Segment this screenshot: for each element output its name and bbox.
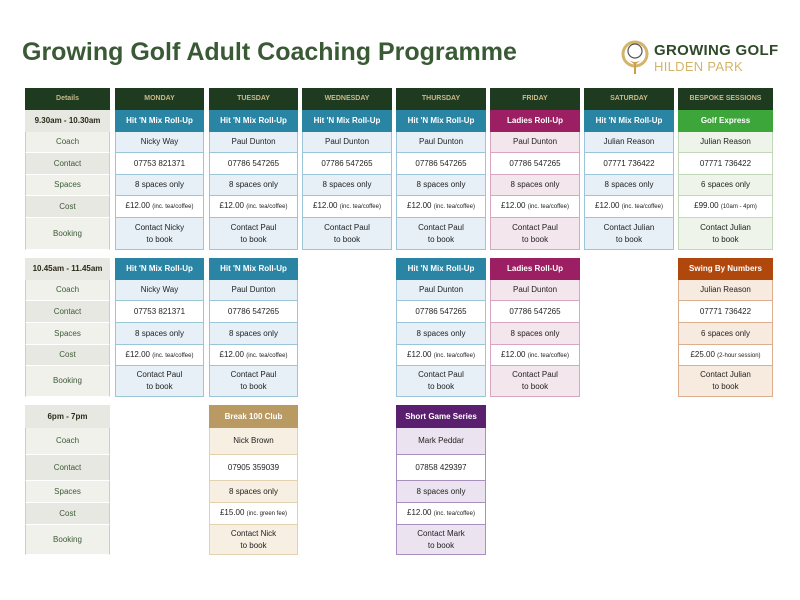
session-booking — [396, 366, 486, 397]
row-label-spaces: Spaces — [25, 481, 110, 503]
session-booking — [396, 525, 486, 555]
session-spaces: 8 spaces only — [209, 481, 298, 503]
session-coach: Paul Dunton — [396, 132, 486, 153]
column-header-wednesday: WEDNESDAY — [302, 88, 392, 110]
session-title: Hit 'N Mix Roll-Up — [396, 258, 486, 280]
booking-text: to book — [712, 382, 739, 391]
session-contact: 07786 547265 — [396, 301, 486, 323]
session-booking — [678, 366, 773, 397]
cost-note: (inc. tea/coffee) — [527, 204, 569, 210]
session-cost — [209, 345, 298, 366]
cost-note: (10am - 4pm) — [720, 204, 757, 210]
session-coach: Paul Dunton — [490, 132, 580, 153]
session-spaces: 8 spaces only — [396, 481, 486, 503]
session-booking — [302, 218, 392, 250]
session-title: Break 100 Club — [209, 405, 298, 428]
session-title: Hit 'N Mix Roll-Up — [209, 110, 298, 132]
session-contact: 07771 736422 — [584, 153, 674, 175]
session-title: Hit 'N Mix Roll-Up — [115, 110, 204, 132]
session-spaces: 8 spaces only — [396, 175, 486, 196]
booking-text: to book — [521, 234, 549, 244]
session-spaces: 8 spaces only — [584, 175, 674, 196]
session-coach: Paul Dunton — [209, 132, 298, 153]
session-booking — [209, 218, 298, 250]
row-label-cost: Cost — [25, 503, 110, 525]
logo-line-2: HILDEN PARK — [654, 59, 744, 74]
cost-text — [500, 201, 570, 212]
row-label-contact: Contact — [25, 455, 110, 481]
session-coach: Julian Reason — [584, 132, 674, 153]
session-spaces: 8 spaces only — [115, 323, 204, 345]
cost-amount: £12.00 — [407, 349, 432, 359]
session-coach: Nicky Way — [115, 132, 204, 153]
session-booking — [115, 218, 204, 250]
booking-text: Contact Julian — [700, 370, 751, 379]
column-header-saturday: SATURDAY — [584, 88, 674, 110]
session-spaces: 6 spaces only — [678, 175, 773, 196]
booking-text: to book — [427, 234, 455, 244]
booking-text: Contact Paul — [418, 370, 464, 379]
cost-amount: £12.00 — [219, 201, 244, 210]
session-title: Swing By Numbers — [678, 258, 773, 280]
cost-note: (inc. tea/coffee) — [246, 204, 288, 210]
session-coach: Julian Reason — [678, 132, 773, 153]
row-label-coach: Coach — [25, 132, 110, 153]
booking-text: to book — [427, 540, 455, 550]
cost-text — [125, 350, 195, 361]
session-booking — [678, 218, 773, 250]
cost-amount: £12.00 — [595, 201, 620, 210]
cost-note: (inc. tea/coffee) — [527, 352, 569, 359]
session-booking — [115, 366, 204, 397]
cost-note: (inc. tea/coffee) — [339, 204, 381, 210]
booking-text: Contact Julian — [603, 222, 655, 232]
cost-note: (inc. tea/coffee) — [433, 204, 475, 210]
booking-text: to book — [240, 540, 267, 550]
row-label-booking: Booking — [25, 525, 110, 555]
cost-text — [693, 201, 758, 212]
cost-text — [689, 350, 761, 361]
session-cost — [490, 196, 580, 218]
cost-note: (inc. tea/coffee) — [152, 352, 194, 359]
session-coach: Paul Dunton — [302, 132, 392, 153]
session-title: Hit 'N Mix Roll-Up — [584, 110, 674, 132]
cost-text — [500, 350, 570, 361]
session-booking — [209, 366, 298, 397]
session-contact: 07786 547265 — [490, 153, 580, 175]
cost-amount: £12.00 — [407, 201, 432, 210]
session-title: Hit 'N Mix Roll-Up — [302, 110, 392, 132]
session-contact: 07786 547265 — [302, 153, 392, 175]
session-coach: Nicky Way — [115, 280, 204, 301]
booking-text: to book — [240, 382, 267, 391]
session-contact: 07786 547265 — [490, 301, 580, 323]
row-label-coach: Coach — [25, 428, 110, 455]
logo-line-1: GROWING GOLF — [654, 42, 779, 59]
session-coach: Paul Dunton — [396, 280, 486, 301]
row-label-contact: Contact — [25, 153, 110, 175]
column-header-bespoke-sessions: BESPOKE SESSIONS — [678, 88, 773, 110]
cost-text — [219, 201, 289, 212]
cost-note: (inc. tea/coffee) — [621, 204, 663, 210]
session-contact: 07753 821371 — [115, 153, 204, 175]
session-title: Hit 'N Mix Roll-Up — [115, 258, 204, 280]
column-header-tuesday: TUESDAY — [209, 88, 298, 110]
session-booking — [490, 218, 580, 250]
session-cost — [396, 196, 486, 218]
time-slot-label: 9.30am - 10.30am — [25, 110, 110, 132]
cost-amount: £99.00 — [694, 201, 719, 210]
session-contact: 07905 359039 — [209, 455, 298, 481]
booking-text: to book — [615, 234, 643, 244]
session-coach: Paul Dunton — [490, 280, 580, 301]
cost-amount: £12.00 — [125, 349, 150, 359]
booking-text: Contact Paul — [230, 222, 277, 232]
column-header-monday: MONDAY — [115, 88, 204, 110]
session-coach: Mark Peddar — [396, 428, 486, 455]
booking-text: Contact Paul — [512, 222, 558, 232]
time-slot-label: 6pm - 7pm — [25, 405, 110, 428]
booking-text: to book — [333, 234, 361, 244]
session-cost — [209, 503, 298, 525]
session-coach: Julian Reason — [678, 280, 773, 301]
time-slot-label: 10.45am - 11.45am — [25, 258, 110, 280]
cost-amount: £15.00 — [219, 508, 245, 517]
cost-note: (inc. tea/coffee) — [152, 204, 194, 210]
session-booking — [490, 366, 580, 397]
session-spaces: 8 spaces only — [490, 323, 580, 345]
booking-text: Contact Mark — [417, 528, 465, 538]
session-spaces: 8 spaces only — [302, 175, 392, 196]
cost-text — [406, 508, 476, 519]
page-title: Growing Golf Adult Coaching Programme — [22, 38, 517, 66]
session-cost — [115, 196, 204, 218]
session-title: Hit 'N Mix Roll-Up — [209, 258, 298, 280]
cost-text — [406, 201, 476, 212]
session-title: Short Game Series — [396, 405, 486, 428]
session-booking — [209, 525, 298, 555]
cost-text — [219, 350, 289, 361]
session-spaces: 8 spaces only — [115, 175, 204, 196]
cost-text — [406, 350, 476, 361]
row-label-cost: Cost — [25, 345, 110, 366]
row-label-cost: Cost — [25, 196, 110, 218]
session-cost — [490, 345, 580, 366]
booking-text: to book — [427, 382, 455, 391]
row-label-booking: Booking — [25, 366, 110, 397]
cost-amount: £12.00 — [219, 349, 244, 359]
cost-amount: £25.00 — [690, 349, 715, 359]
session-cost — [678, 345, 773, 366]
session-contact: 07771 736422 — [678, 153, 773, 175]
cost-amount: £12.00 — [407, 508, 432, 517]
cost-note: (inc. tea/coffee) — [246, 352, 288, 359]
session-booking — [584, 218, 674, 250]
cost-amount: £12.00 — [125, 201, 150, 210]
column-header-details: Details — [25, 88, 110, 110]
booking-text: Contact Nick — [230, 528, 277, 538]
row-label-booking: Booking — [25, 218, 110, 250]
column-header-thursday: THURSDAY — [396, 88, 486, 110]
session-title: Ladies Roll-Up — [490, 258, 580, 280]
session-contact: 07786 547265 — [209, 153, 298, 175]
booking-text: Contact Paul — [230, 370, 277, 379]
session-title: Hit 'N Mix Roll-Up — [396, 110, 486, 132]
row-label-spaces: Spaces — [25, 323, 110, 345]
session-coach: Nick Brown — [209, 428, 298, 455]
cost-note: (2-hour session) — [717, 352, 761, 359]
booking-text: to book — [146, 382, 173, 391]
session-cost — [115, 345, 204, 366]
cost-text — [125, 201, 195, 212]
session-cost — [584, 196, 674, 218]
session-spaces: 8 spaces only — [209, 323, 298, 345]
session-coach: Paul Dunton — [209, 280, 298, 301]
cost-text — [219, 508, 288, 519]
session-spaces: 8 spaces only — [396, 323, 486, 345]
cost-amount: £12.00 — [313, 201, 338, 210]
logo — [620, 40, 790, 76]
session-contact: 07771 736422 — [678, 301, 773, 323]
session-title: Golf Express — [678, 110, 773, 132]
column-header-friday: FRIDAY — [490, 88, 580, 110]
session-spaces: 6 spaces only — [678, 323, 773, 345]
golf-ball-tee-icon — [620, 40, 650, 76]
session-contact: 07753 821371 — [115, 301, 204, 323]
session-cost — [396, 503, 486, 525]
row-label-coach: Coach — [25, 280, 110, 301]
cost-text — [312, 201, 382, 212]
session-cost — [396, 345, 486, 366]
session-contact: 07786 547265 — [396, 153, 486, 175]
booking-text: Contact Nicky — [134, 222, 185, 232]
booking-text: Contact Julian — [700, 222, 751, 232]
booking-text: Contact Paul — [324, 222, 370, 232]
session-cost — [302, 196, 392, 218]
cost-note: (inc. green fee) — [246, 511, 288, 517]
booking-text: to book — [146, 234, 173, 244]
session-cost — [678, 196, 773, 218]
session-title: Ladies Roll-Up — [490, 110, 580, 132]
booking-text: Contact Paul — [512, 370, 558, 379]
booking-text: to book — [712, 234, 739, 244]
session-cost — [209, 196, 298, 218]
booking-text: to book — [240, 234, 267, 244]
cost-amount: £12.00 — [501, 201, 526, 210]
booking-text: Contact Paul — [136, 370, 183, 379]
booking-text: to book — [521, 382, 549, 391]
cost-amount: £12.00 — [501, 349, 526, 359]
session-spaces: 8 spaces only — [490, 175, 580, 196]
cost-note: (inc. tea/coffee) — [433, 511, 475, 517]
booking-text: Contact Paul — [418, 222, 464, 232]
session-spaces: 8 spaces only — [209, 175, 298, 196]
row-label-spaces: Spaces — [25, 175, 110, 196]
session-contact: 07858 429397 — [396, 455, 486, 481]
cost-note: (inc. tea/coffee) — [433, 352, 475, 359]
session-contact: 07786 547265 — [209, 301, 298, 323]
row-label-contact: Contact — [25, 301, 110, 323]
cost-text — [594, 201, 664, 212]
session-booking — [396, 218, 486, 250]
